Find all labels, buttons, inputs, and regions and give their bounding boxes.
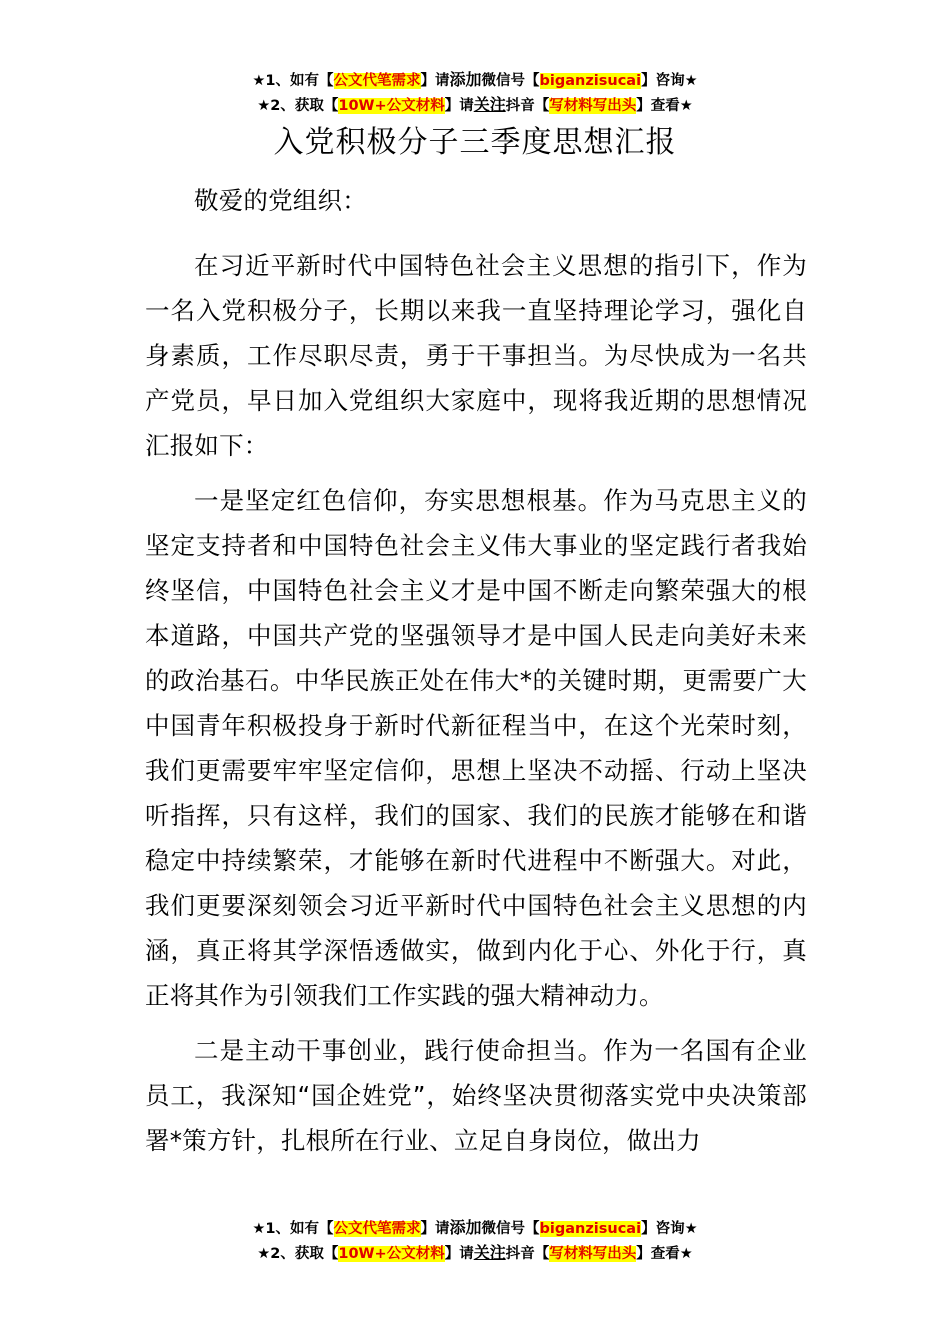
- footer-ad-banner: [0, 1216, 950, 1266]
- highlight-materials: 10W+公文材料: [338, 1246, 445, 1262]
- document-title: 入党积极分子三季度思想汇报: [273, 125, 677, 160]
- highlight-wechat-id: biganzisucai: [539, 1221, 642, 1237]
- highlight-materials: 10W+公文材料: [338, 98, 445, 114]
- highlight-douyin-account: 写材料写出头: [549, 98, 637, 114]
- highlight-writing-service: 公文代笔需求: [333, 73, 421, 89]
- ad-line-2: ★2、获取【10W+公文材料】请关注抖音【写材料写出头】查看★: [257, 1243, 693, 1262]
- paragraph-point-1: 一是坚定红色信仰，夯实思想根基。作为马克思主义的坚定支持者和中国特色社会主义伟大事业的坚定践行者我始终坚信，中国特色社会主义才是中国不断走向繁荣强大的根本道路，中国共产党的坚强领导才是中国人民走向美好未来的政治基石。中华民族正处在伟大*的关键时期，更需要广大中国青年积极投身于新时代新征程当中，在这个光荣时刻，我们更需要牢牢坚定信仰，思想上坚决不动摇、行动上坚决听指挥，只有这样，我们的国家、我们的民族才能够在和谐稳定中持续繁荣，才能够在新时代进程中不断强大。对此，我们更要深刻领会习近平新时代中国特色社会主义思想的内涵，真正将其学深悟透做实，做到内化于心、外化于行，真正将其作为引领我们工作实践的强大精神动力。: [145, 486, 807, 1010]
- ad-line-2: ★2、获取【10W+公文材料】请关注抖音【写材料写出头】查看★: [257, 95, 693, 114]
- paragraph-intro: 在习近平新时代中国特色社会主义思想的指引下，作为一名入党积极分子，长期以来我一直坚持理论学习，强化自身素质，工作尽职尽责，勇于干事担当。为尽快成为一名共产党员，早日加入党组织大家庭中，现将我近期的思想情况汇报如下：: [145, 251, 807, 460]
- highlight-wechat-id: biganzisucai: [539, 73, 642, 89]
- highlight-douyin-account: 写材料写出头: [549, 1246, 637, 1262]
- header-ad-banner: [0, 68, 950, 118]
- highlight-writing-service: 公文代笔需求: [333, 1221, 421, 1237]
- salutation: 敬爱的党组织：: [194, 186, 367, 215]
- ad-line-1: ★1、如有【公文代笔需求】请添加微信号【biganzisucai】咨询★: [252, 70, 698, 89]
- document-body: [145, 178, 807, 1173]
- ad-line-1: ★1、如有【公文代笔需求】请添加微信号【biganzisucai】咨询★: [252, 1218, 698, 1237]
- paragraph-point-2: 二是主动干事创业，践行使命担当。作为一名国有企业员工，我深知“国企姓党”，始终坚决贯彻落实党中央决策部署*策方针，扎根所在行业、立足自身岗位，做出力: [145, 1036, 807, 1155]
